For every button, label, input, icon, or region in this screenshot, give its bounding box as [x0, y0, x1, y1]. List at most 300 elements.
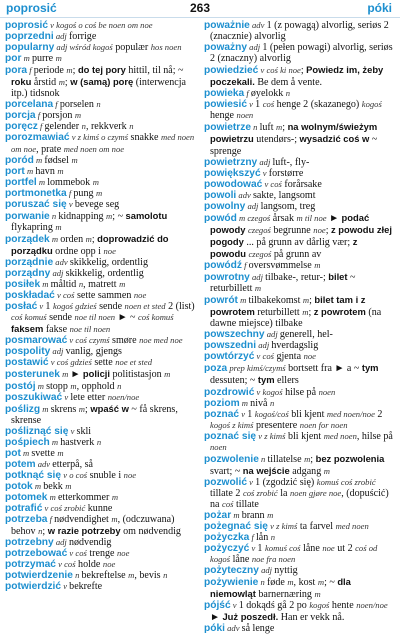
dictionary-entry	[5, 99, 196, 110]
grammar-note: m	[314, 589, 321, 600]
grammar-note: coś ki noe	[266, 65, 301, 76]
bold-phrase: z powrotem	[313, 306, 366, 318]
translation-text: politistasjon	[110, 369, 165, 381]
translation-text: dessuten; ~	[210, 375, 258, 387]
headword: powszedni	[204, 340, 257, 352]
headword: portfel	[5, 176, 37, 188]
translation-text: adgang	[289, 465, 324, 477]
dictionary-entry	[204, 99, 395, 121]
grammar-label: m	[239, 397, 251, 408]
headword: powietrze	[204, 122, 251, 134]
grammar-note: coś	[62, 290, 75, 301]
translation-text: ;	[310, 453, 316, 465]
grammar-label: adj	[257, 156, 273, 167]
grammar-note: kogoś	[262, 386, 283, 397]
headword: poślizg	[5, 403, 41, 415]
translation-text: ~ returbillett	[210, 272, 356, 295]
bold-phrase: w razie potrzeby	[47, 525, 121, 537]
translation-text: forårsake	[281, 178, 322, 190]
translation-text: bekk	[43, 480, 66, 492]
translation-text: 1 (z powagą) alvorlig, seriøs 2 (znacznie) alvorlig	[210, 20, 389, 43]
grammar-note: wśród kogoś	[69, 42, 113, 53]
grammar-note: noe	[313, 224, 326, 235]
headword: powrotny	[204, 272, 250, 284]
translation-text: stopp	[46, 380, 71, 392]
translation-text: fødsel	[44, 154, 72, 166]
translation-text: populær	[112, 42, 151, 54]
grammar-label: v	[67, 548, 76, 559]
grammar-note: coś zrobić	[242, 487, 278, 498]
grammar-note: noe	[322, 543, 335, 554]
translation-text: skikkelig, ordentlig	[65, 268, 144, 280]
grammar-label: m	[33, 154, 45, 165]
grammar-label: adj	[258, 565, 275, 576]
grammar-note: m	[55, 221, 62, 232]
dictionary-entry	[5, 470, 196, 481]
headword: powiesić	[204, 99, 248, 111]
translation-text: gjenta	[273, 351, 304, 363]
grammar-label: m	[20, 447, 32, 458]
grammar-note: coś czymś	[75, 335, 110, 346]
headword: postój	[5, 380, 36, 392]
grammar-note: komuś coś	[264, 543, 301, 554]
headword: pożyczka	[204, 532, 250, 544]
grammar-note: med noen	[323, 430, 357, 441]
page-number: 263	[189, 1, 211, 15]
translation-text: på grunn av	[271, 248, 322, 260]
dictionary-entry	[204, 168, 395, 179]
headword: powtórzyć	[204, 351, 255, 363]
dictionary-entry	[5, 514, 196, 537]
headword: potok	[5, 480, 33, 492]
headword: potrzebny	[5, 537, 54, 549]
grammar-note: m	[66, 65, 73, 76]
grammar-note: coś	[64, 559, 76, 570]
grammar-label: m	[231, 510, 242, 521]
translation-text: smøre	[109, 335, 140, 347]
dictionary-entry	[5, 481, 196, 492]
grammar-note: m	[65, 480, 72, 491]
headword: pośliznąć się	[5, 425, 69, 437]
translation-text: la	[277, 487, 290, 499]
grammar-note: kogoś gdzieś	[52, 301, 97, 312]
translation-text: porsjon	[42, 110, 75, 122]
translation-text: nødvendighet	[54, 514, 112, 526]
grammar-label: v	[62, 391, 71, 402]
dictionary-entry	[204, 157, 395, 168]
headword: pozwolenie	[204, 453, 259, 465]
headword: potrzeba	[5, 514, 48, 526]
grammar-note: noe	[117, 548, 130, 559]
grammar-note: noe	[303, 351, 316, 362]
grammar-label: m	[47, 491, 58, 502]
translation-text: orden	[60, 233, 86, 245]
dictionary-entry	[204, 190, 395, 201]
translation-text: bli kjent	[285, 430, 324, 442]
grammar-note: czegoś	[247, 212, 271, 223]
translation-text: luft-, fly-	[272, 156, 310, 168]
headword: poruszać się	[5, 198, 67, 210]
dictionary-entry	[5, 559, 196, 570]
bold-phrase: z powodu złej pogody	[210, 223, 392, 247]
dictionary-entry	[204, 212, 395, 260]
headword: powódź	[204, 259, 242, 271]
bold-phrase: policji	[82, 368, 110, 380]
translation-text: , (dopuścić) na	[210, 487, 389, 510]
grammar-note: noen for noen	[299, 419, 348, 430]
translation-text: 2 (list)	[165, 301, 195, 313]
dictionary-entry	[204, 623, 395, 634]
translation-text: pung	[73, 187, 96, 199]
translation-text: lån	[255, 532, 271, 544]
dictionary-entry	[5, 392, 196, 403]
dictionary-entry	[5, 492, 196, 503]
dictionary-entry	[5, 20, 196, 31]
bold-phrase: na wolnym/świeżym powietrzu	[210, 121, 378, 145]
grammar-label: v	[254, 386, 263, 397]
grammar-note: m	[78, 403, 86, 414]
grammar-note: coś	[222, 498, 234, 509]
dictionary-entry	[204, 565, 395, 576]
dictionary-entry	[5, 132, 196, 154]
grammar-label: v	[258, 65, 267, 76]
grammar-note: noe	[103, 245, 116, 256]
translation-text: ;	[325, 224, 331, 236]
translation-text: havn	[35, 165, 58, 177]
headword: powoli	[204, 189, 237, 201]
grammar-note: noe fra noen	[251, 554, 296, 565]
grammar-note: coś zrobić	[50, 503, 86, 514]
grammar-note: m	[276, 122, 283, 133]
grammar-label: f	[27, 65, 34, 76]
headword: powrót	[204, 295, 238, 307]
grammar-note: z kimś	[276, 521, 298, 532]
translation-text: ~ få skrens, skrense	[11, 403, 178, 426]
translation-text: , (odczuwana) behov	[11, 514, 175, 538]
translation-text: nødvendig	[68, 537, 112, 549]
translation-text: lete etter	[70, 391, 108, 403]
headword: porcelana	[5, 99, 54, 111]
translation-text: kunne	[85, 503, 113, 515]
translation-text: ► ~	[115, 312, 138, 324]
grammar-note: n	[129, 121, 134, 132]
translation-text: , matrett	[83, 279, 120, 291]
grammar-label: f	[66, 187, 74, 198]
grammar-label: adj	[247, 42, 263, 53]
headword: pożegnać się	[204, 521, 268, 533]
grammar-note: n	[285, 88, 291, 99]
headword: pożyteczny	[204, 565, 259, 577]
grammar-label: v	[66, 198, 75, 209]
headword: poważny	[204, 42, 248, 54]
headword: pożyczyć	[204, 543, 250, 555]
translation-text: årsak	[270, 212, 297, 224]
dictionary-entry	[5, 357, 196, 368]
dictionary-entry	[204, 387, 395, 398]
translation-text: generell, hel-	[279, 329, 333, 341]
grammar-label: m	[237, 295, 249, 306]
grammar-label: m	[49, 436, 61, 447]
translation-text: , rekkverk	[85, 121, 130, 133]
translation-text: snuble i	[87, 469, 124, 481]
grammar-note: czegoś	[247, 224, 271, 235]
dictionary-entry	[5, 177, 196, 188]
translation-text: øyelokk	[250, 88, 286, 100]
grammar-note: m	[287, 577, 294, 588]
dictionary-entry	[5, 155, 196, 166]
grammar-label: adv	[53, 256, 70, 267]
headword: poznać	[204, 408, 240, 420]
grammar-note: noen et sted	[124, 301, 166, 312]
translation-text: 1	[45, 301, 53, 313]
grammar-note: z kimś o czymś	[77, 132, 129, 143]
bold-phrase: podać powody	[210, 211, 370, 235]
dictionary-entry	[5, 188, 196, 199]
translation-text: , bevis	[134, 570, 164, 582]
bold-phrase: roku	[11, 76, 32, 88]
dictionary-entry	[204, 477, 395, 510]
grammar-label: adj	[249, 272, 266, 283]
grammar-note: z kimś	[264, 430, 286, 441]
grammar-label: v	[68, 425, 77, 436]
dictionary-entry	[5, 257, 196, 268]
translation-text: , opphold	[76, 380, 118, 392]
bold-phrase: tym	[361, 362, 379, 374]
grammar-note: med noen om noe	[63, 143, 125, 154]
grammar-label: adv	[224, 623, 242, 634]
bold-phrase: tym	[257, 374, 275, 386]
translation-text: sette	[91, 357, 116, 369]
bold-phrase: Już poszedł.	[222, 611, 279, 623]
headword: porcja	[5, 110, 36, 122]
headword: powiększyć	[204, 167, 261, 179]
headword: potrzymać	[5, 559, 56, 571]
translation-text: tillate 2	[210, 487, 243, 499]
headword: pot	[5, 447, 21, 459]
translation-text: purre	[31, 53, 56, 65]
translation-text: hverdagslig	[271, 340, 319, 352]
translation-text: etterkommer	[57, 491, 112, 503]
grammar-label: f	[241, 259, 249, 270]
grammar-label: v	[260, 167, 269, 178]
grammar-note: coś gdzieś	[56, 357, 92, 368]
headword: poprzedni	[5, 31, 54, 43]
dictionary-entry	[204, 351, 395, 362]
dictionary-entry	[5, 570, 196, 581]
grammar-note: m	[106, 210, 113, 221]
translation-text: om nødvendig	[120, 526, 181, 538]
grammar-note: noe	[133, 290, 147, 301]
translation-text: flykapring	[11, 221, 56, 233]
translation-text: returbillett	[254, 307, 303, 319]
headword: pora	[5, 65, 28, 77]
dictionary-entry	[5, 335, 196, 346]
headword: por	[5, 53, 22, 65]
translation-text: bevege seg	[74, 198, 120, 210]
translation-text: barnernæring	[255, 589, 315, 601]
translation-text: snakke	[128, 132, 161, 144]
dictionary-entry	[5, 437, 196, 448]
bold-phrase: faksem	[11, 323, 44, 335]
headword: posiłek	[5, 279, 41, 291]
headword: popularny	[5, 42, 55, 54]
dictionary-entry	[204, 362, 395, 386]
grammar-note: hos noen	[150, 42, 182, 53]
grammar-note: m	[92, 176, 99, 187]
headword: poszukiwać	[5, 391, 63, 403]
translation-text: ellers	[274, 375, 299, 387]
translation-text: ;	[72, 65, 78, 77]
dictionary-entry	[5, 503, 196, 514]
grammar-note: m	[57, 447, 64, 458]
grammar-note: m	[128, 570, 135, 581]
headword: powolny	[204, 200, 246, 212]
headword: pożywienie	[204, 577, 259, 589]
dictionary-entry	[204, 42, 395, 64]
grammar-note: kogoś	[309, 600, 330, 611]
grammar-note: kogoś	[361, 99, 382, 110]
translation-text: trenge	[86, 548, 117, 560]
headword: powietrzny	[204, 156, 258, 168]
dictionary-entry	[204, 260, 395, 271]
translation-text: tilbakekomst	[248, 295, 303, 307]
translation-text: låne	[230, 554, 252, 566]
bold-phrase: bilet	[328, 271, 348, 283]
dictionary-entry	[5, 199, 196, 210]
grammar-label: adj	[53, 31, 69, 42]
dictionary-entry	[204, 576, 395, 600]
dictionary-entry	[204, 532, 395, 543]
translation-text: ;	[308, 307, 314, 319]
dictionary-entry	[204, 409, 395, 431]
bold-phrase: Powiedz im, żeby poczekali.	[210, 64, 384, 88]
grammar-note: m til noe	[296, 212, 327, 223]
grammar-note: n	[96, 436, 102, 447]
grammar-note: n	[96, 99, 101, 110]
dictionary-entry	[5, 279, 196, 290]
grammar-label: be noen om noe	[96, 20, 153, 30]
grammar-note: kogoś/coś	[254, 408, 289, 419]
translation-text: årstid	[31, 77, 59, 89]
headword: potknąć się	[5, 469, 62, 481]
dictionary-entry	[5, 233, 196, 257]
grammar-note: m	[317, 577, 325, 588]
grammar-label: m	[32, 480, 44, 491]
translation-text: 1 (zgodzić się)	[255, 476, 317, 488]
dictionary-entry	[5, 368, 196, 380]
bold-phrase: bez pozwolenia	[315, 452, 385, 464]
headword: poziom	[204, 397, 240, 409]
grammar-note: komuś coś zrobić	[316, 476, 376, 487]
grammar-note: kogoś z kimś	[210, 419, 254, 430]
translation-text: 1	[247, 408, 255, 420]
grammar-label: f	[35, 110, 43, 121]
grammar-note: m	[96, 187, 103, 198]
grammar-note: m	[119, 279, 126, 290]
grammar-label: v	[247, 476, 256, 487]
headword: poważnie	[204, 20, 250, 31]
translation-text: sende	[46, 312, 75, 324]
grammar-note: m	[85, 233, 92, 244]
translation-text: ~ sprenge	[210, 134, 378, 157]
headword: pozwolić	[204, 476, 248, 488]
grammar-note: n	[81, 121, 86, 132]
grammar-label: adj	[50, 346, 66, 357]
grammar-label: f	[53, 99, 60, 110]
dictionary-entry	[204, 294, 395, 329]
grammar-note: n	[269, 397, 275, 408]
translation-text: hilse på	[282, 386, 319, 398]
translation-text: måltid	[50, 279, 79, 291]
translation-text: forrige	[68, 31, 97, 43]
translation-text: svette	[31, 447, 58, 459]
grammar-note: coś komuś	[11, 312, 47, 323]
grammar-note: o coś	[69, 469, 88, 480]
dictionary-entry	[5, 210, 196, 233]
dictionary-entry	[204, 510, 395, 521]
translation-text: tillate	[233, 498, 259, 510]
grammar-note: noe et sted	[115, 357, 153, 368]
translation-text: ;	[85, 403, 91, 415]
translation-text: ;	[309, 295, 315, 307]
translation-text: presentere	[253, 419, 300, 431]
grammar-label: m	[35, 380, 47, 391]
dictionary-entry	[5, 53, 196, 64]
translation-text: langsom, treg	[260, 200, 316, 212]
translation-text: sette sammen	[74, 290, 134, 302]
translation-text: 1	[255, 99, 263, 111]
translation-text: hastverk	[60, 436, 97, 448]
grammar-label: n	[49, 210, 59, 221]
grammar-label: v	[55, 559, 65, 570]
translation-text: ; ~	[324, 577, 338, 589]
grammar-note: med noen	[335, 521, 369, 532]
headword: pospolity	[5, 346, 51, 358]
grammar-label: v	[230, 600, 239, 611]
translation-text: (na dawne miejsce) tilbake	[210, 307, 382, 330]
grammar-note: med noen/noe	[326, 408, 375, 419]
headword: poza	[204, 363, 228, 375]
dictionary-entry	[204, 121, 395, 156]
translation-text: luft	[259, 122, 277, 134]
dictionary-entry	[5, 403, 196, 426]
grammar-note: coś komuś	[137, 312, 174, 323]
translation-text: svart; ~	[210, 465, 243, 477]
headword: potrzebować	[5, 548, 68, 560]
dictionary-entry	[204, 521, 395, 532]
dictionary-entry	[204, 201, 395, 212]
grammar-label: v	[267, 521, 277, 532]
grammar-label: m	[21, 53, 32, 64]
grammar-label: v	[67, 335, 76, 346]
grammar-note: noen/noe	[356, 600, 388, 611]
grammar-note: m	[58, 77, 65, 88]
grammar-note: m	[164, 369, 171, 380]
headword: postawić	[5, 357, 49, 369]
grammar-note: m	[314, 259, 321, 270]
grammar-note: m	[304, 453, 311, 464]
dictionary-entry	[204, 88, 395, 99]
headword: póki	[204, 623, 225, 635]
dictionary-entry	[5, 581, 196, 592]
headword: potrafić	[5, 503, 43, 515]
grammar-label: m	[49, 233, 61, 244]
grammar-label: n	[72, 570, 82, 581]
grammar-note: m	[70, 380, 77, 391]
grammar-label: n	[258, 453, 268, 464]
grammar-note: n	[163, 570, 168, 581]
dictionary-entry	[204, 431, 395, 453]
